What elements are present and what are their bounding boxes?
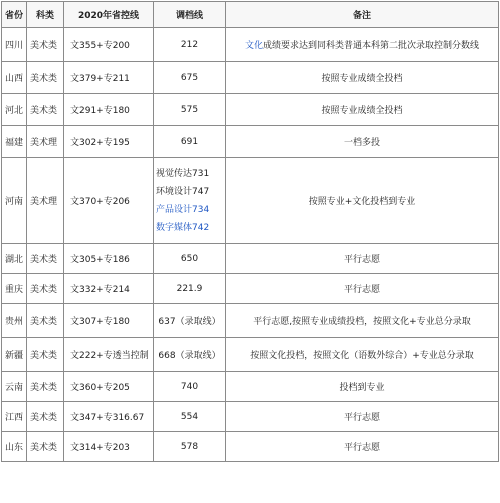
table-header-row [2,2,499,28]
cell-adjust-line: 221.9 [154,274,226,304]
admission-score-table [1,1,499,462]
cell-category: 美术类 [27,94,64,126]
cell-province: 福建 [2,126,27,158]
cell-province: 山东 [2,432,27,462]
header-note: 备注 [226,2,499,28]
cell-note: 按照文化投档，按照文化（语数外综合）+专业总分录取 [226,338,499,372]
cell-province: 河南 [2,158,27,244]
cell-note: 投档到专业 [226,372,499,402]
cell-category: 美术类 [27,28,64,62]
table-row [2,432,499,462]
table-row [2,126,499,158]
cell-category: 美术类 [27,244,64,274]
header-control-line: 2020年省控线 [64,2,154,28]
cell-control-line: 文347+专316.67 [64,402,154,432]
cell-note: 平行志愿,按照专业成绩投档，按照文化+专业总分录取 [226,304,499,338]
cell-adjust-line: 650 [154,244,226,274]
cell-control-line: 文355+专200 [64,28,154,62]
cell-control-line: 文332+专214 [64,274,154,304]
adjust-line-item: 数字媒体742 [156,222,210,233]
header-province: 省份 [2,2,27,28]
cell-note: 平行志愿 [226,432,499,462]
cell-category: 美术类 [27,304,64,338]
cell-note [226,28,499,62]
note-highlight-text: 文化 [244,41,263,51]
cell-control-line: 文307+专180 [64,304,154,338]
table-row [2,244,499,274]
cell-control-line: 文379+专211 [64,62,154,94]
table-row [2,158,499,244]
cell-category: 美术理 [27,126,64,158]
cell-province: 湖北 [2,244,27,274]
cell-category: 美术类 [27,62,64,94]
cell-adjust-line: 637（录取线） [154,304,226,338]
cell-province: 河北 [2,94,27,126]
cell-province: 山西 [2,62,27,94]
cell-category: 美术类 [27,432,64,462]
cell-note: 按照专业成绩全投档 [226,94,499,126]
cell-control-line: 文305+专186 [64,244,154,274]
cell-adjust-line: 575 [154,94,226,126]
cell-adjust-line: 668（录取线） [154,338,226,372]
table-row [2,372,499,402]
adjust-line-item: 环境设计747 [156,186,210,197]
cell-note: 平行志愿 [226,402,499,432]
adjust-line-item: 产品设计734 [156,204,210,215]
cell-province: 重庆 [2,274,27,304]
cell-control-line: 文302+专195 [64,126,154,158]
cell-control-line: 文314+专203 [64,432,154,462]
cell-province: 云南 [2,372,27,402]
cell-note: 平行志愿 [226,244,499,274]
header-category: 科类 [27,2,64,28]
cell-province: 贵州 [2,304,27,338]
cell-adjust-line: 578 [154,432,226,462]
cell-category: 美术类 [27,338,64,372]
cell-province: 江西 [2,402,27,432]
cell-adjust-line: 212 [154,28,226,62]
cell-control-line: 文370+专206 [64,158,154,244]
cell-adjust-line-list [154,158,226,244]
table-row [2,304,499,338]
cell-note: 按照专业+文化投档到专业 [226,158,499,244]
cell-adjust-line: 740 [154,372,226,402]
cell-note: 平行志愿 [226,274,499,304]
cell-category: 美术类 [27,274,64,304]
cell-control-line: 文360+专205 [64,372,154,402]
cell-control-line: 文291+专180 [64,94,154,126]
cell-adjust-line: 691 [154,126,226,158]
header-adjust-line: 调档线 [154,2,226,28]
table-row [2,62,499,94]
note-text: 成绩要求达到同科类普通本科第二批次录取控制分数线 [263,41,480,51]
table-row [2,274,499,304]
table-row [2,28,499,62]
cell-category: 美术类 [27,402,64,432]
cell-adjust-line: 675 [154,62,226,94]
cell-category: 美术理 [27,158,64,244]
table-row [2,94,499,126]
cell-adjust-line: 554 [154,402,226,432]
table-row [2,338,499,372]
table-row [2,402,499,432]
cell-category: 美术类 [27,372,64,402]
cell-note: 一档多投 [226,126,499,158]
cell-province: 新疆 [2,338,27,372]
cell-control-line: 文222+专透当控制 [64,338,154,372]
cell-province: 四川 [2,28,27,62]
cell-note: 按照专业成绩全投档 [226,62,499,94]
adjust-line-item: 视觉传达731 [156,168,210,179]
